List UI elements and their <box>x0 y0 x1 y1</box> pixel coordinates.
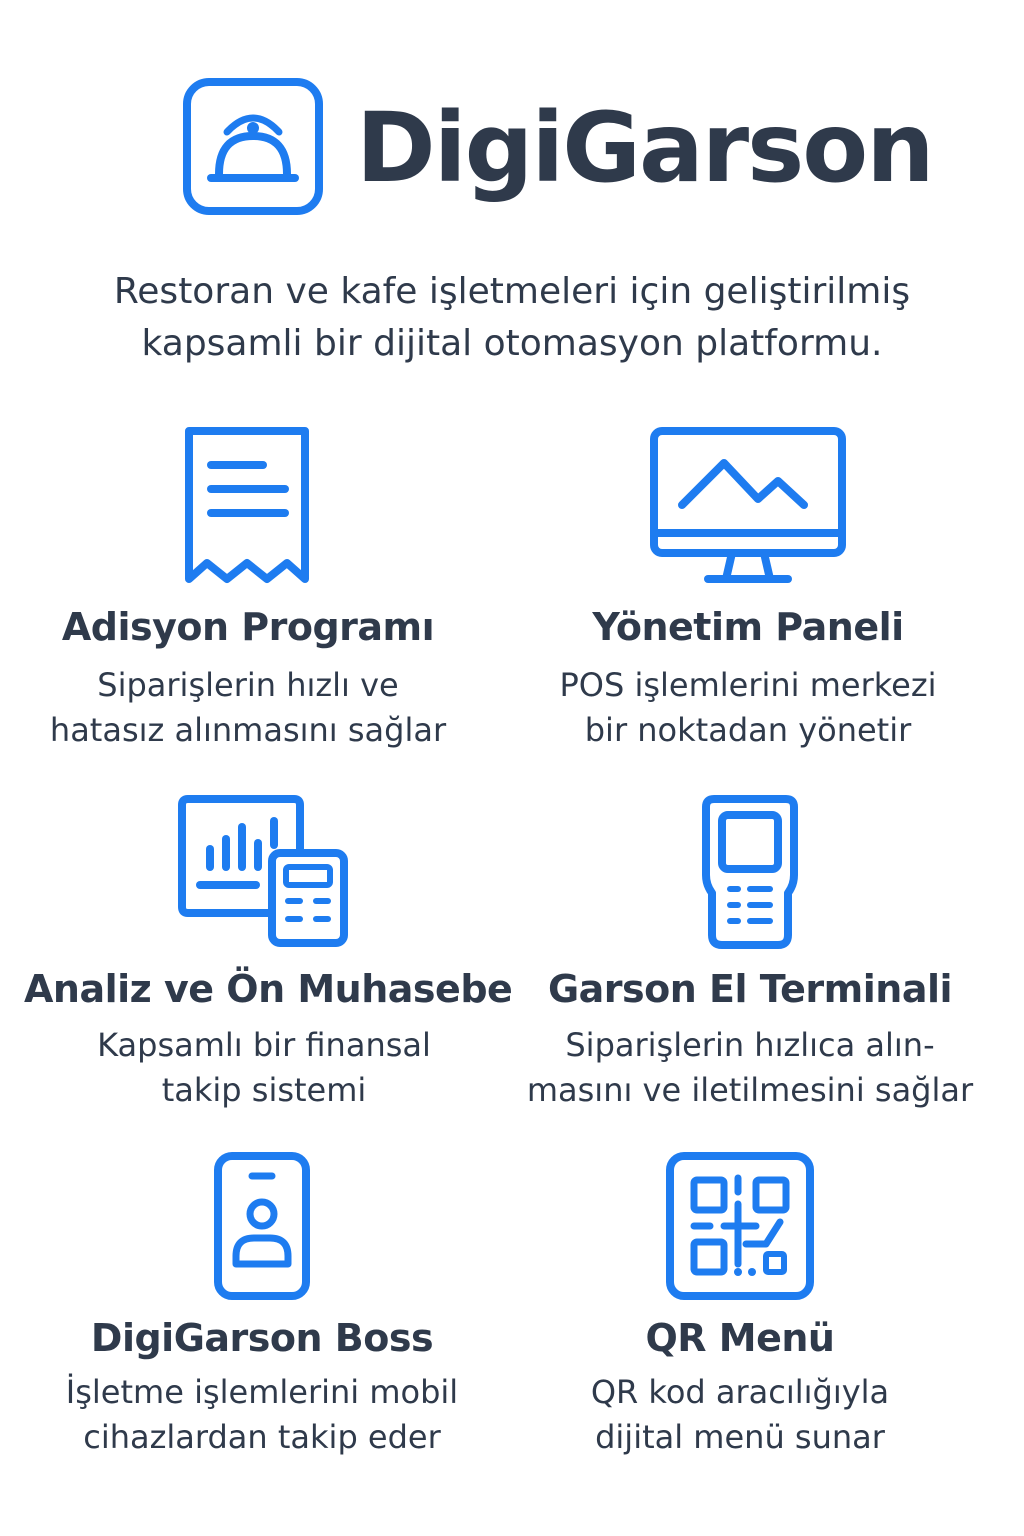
mobile-user-icon <box>212 1152 312 1300</box>
feature-desc-line-1: İşletme işlemlerini mobil <box>65 1373 459 1411</box>
handheld-terminal-icon <box>700 795 800 949</box>
feature-adisyon <box>8 425 488 765</box>
feature-description <box>508 663 988 753</box>
feature-desc-line-2: masını ve iletilmesini sağlar <box>526 1071 974 1109</box>
feature-desc-line-1: Kapsamlı bir finansal <box>97 1026 431 1064</box>
feature-el-terminali <box>510 795 990 1125</box>
feature-title: Analiz ve Ön Muhasebe <box>24 967 513 1011</box>
feature-title: Adisyon Programı <box>61 605 435 649</box>
feature-desc-line-1: Siparişlerin hızlıca alın- <box>565 1026 935 1064</box>
tagline-line-2: kapsamli bir dijital otomasyon platformu. <box>141 323 883 364</box>
feature-description <box>24 1023 504 1113</box>
feature-desc-line-1: QR kod aracılığıyla <box>590 1373 890 1411</box>
feature-title: Garson El Terminali <box>547 967 953 1011</box>
feature-boss <box>22 1152 502 1472</box>
feature-description <box>510 1023 990 1113</box>
feature-description <box>22 1370 502 1460</box>
feature-desc-line-2: cihazlardan takip eder <box>83 1418 441 1456</box>
feature-yonetim-paneli <box>508 425 988 765</box>
service-bell-icon <box>183 78 323 215</box>
monitor-icon <box>648 425 848 585</box>
feature-desc-line-2: bir noktadan yönetir <box>584 711 912 749</box>
tagline-line-1: Restoran ve kafe işletmeleri için geliştirilmiş <box>113 271 911 312</box>
analytics-calculator-icon <box>176 795 352 949</box>
feature-analiz <box>24 795 513 1125</box>
feature-desc-line-2: takip sistemi <box>161 1071 367 1109</box>
feature-description <box>500 1370 980 1460</box>
feature-title: Yönetim Paneli <box>592 605 904 649</box>
header <box>0 78 1024 218</box>
feature-desc-line-1: POS işlemlerini merkezi <box>559 666 937 704</box>
brand-name: DigiGarson <box>356 92 933 204</box>
tagline <box>62 266 962 370</box>
feature-qr-menu <box>500 1152 980 1472</box>
feature-desc-line-2: dijital menü sunar <box>595 1418 885 1456</box>
feature-desc-line-2: hatasız alınmasını sağlar <box>49 711 447 749</box>
feature-title: QR Menü <box>645 1316 835 1360</box>
feature-title: DigiGarson Boss <box>90 1316 434 1360</box>
feature-description <box>8 663 488 753</box>
receipt-icon <box>183 425 313 585</box>
qr-code-icon <box>666 1152 814 1300</box>
feature-desc-line-1: Siparişlerin hızlı ve <box>97 666 399 704</box>
